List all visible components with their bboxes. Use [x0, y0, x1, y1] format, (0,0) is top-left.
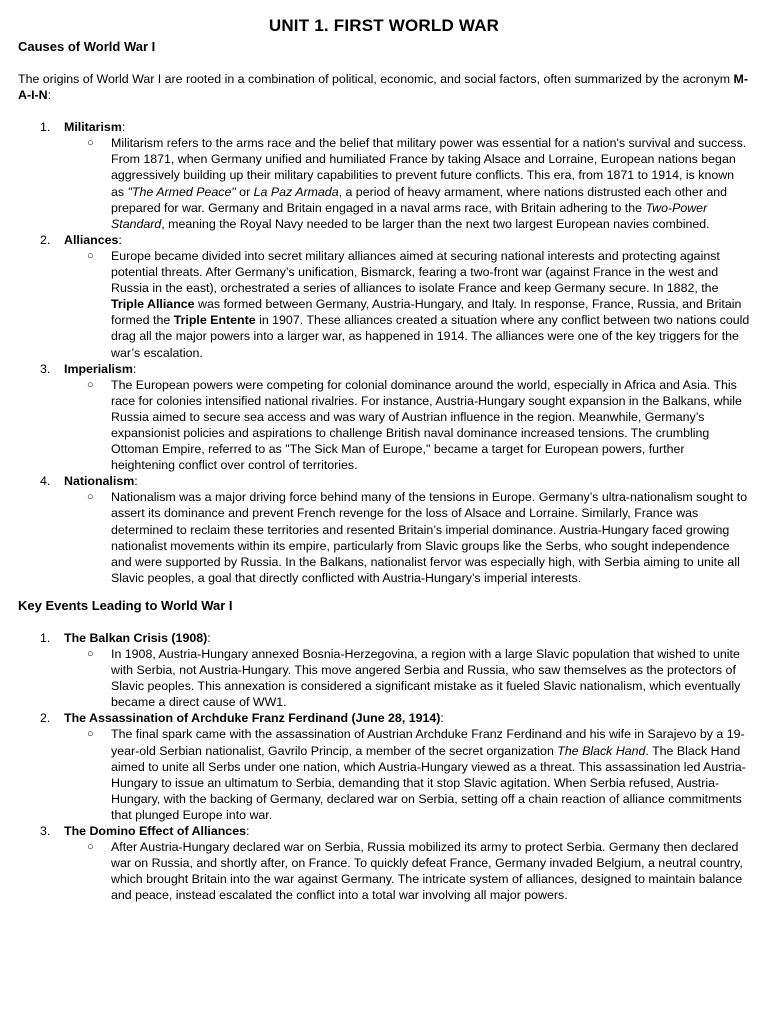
- causes-heading: Causes of World War I: [18, 39, 156, 54]
- sub-point-list: [64, 377, 750, 474]
- item-label: Militarism: [64, 120, 122, 135]
- sub-point-list: [64, 489, 750, 586]
- events-heading: Key Events Leading to World War I: [18, 597, 233, 613]
- item-number: 3.: [40, 361, 51, 376]
- italic-term: La Paz Armada: [253, 184, 339, 199]
- intro-colon: :: [47, 88, 52, 103]
- item-number: 4.: [40, 474, 51, 489]
- italic-term: Two-Power Standard: [111, 200, 708, 231]
- sub-point-list: [64, 646, 750, 710]
- item-label-colon: :: [134, 474, 138, 489]
- item-label-colon: :: [118, 232, 122, 247]
- item-label-colon: :: [207, 630, 211, 645]
- list-item: [18, 473, 750, 586]
- item-label: The Assassination of Archduke Franz Ferdinand (June 28, 1914): [64, 711, 441, 726]
- item-label-colon: :: [245, 824, 250, 839]
- events-list: [18, 630, 750, 904]
- list-item: [18, 361, 750, 474]
- hollow-bullet-icon: ○: [87, 648, 94, 660]
- causes-list: [18, 119, 750, 586]
- body-text: , a period of heavy armament, where nations distrusted each other and prepared for war. Germany and Britain engaged in a naval arms race, with Britain adhering to the: [111, 184, 728, 215]
- sub-point: [64, 489, 750, 586]
- bold-term: Triple Alliance: [111, 297, 195, 312]
- document-page: [18, 16, 750, 904]
- sub-point: [64, 248, 750, 361]
- body-text: Europe became divided into secret military alliances aimed at securing national interests and protecting against potential threats. After Germany’s unification, Bismarck, fearing a two-front war (against France in the west and Russia in the east), orchestrated a series of alliances to isolate France and keep Germany secure. In 1882, the: [111, 248, 720, 296]
- body-text: , meaning the Royal Navy needed to be larger than the next two largest European navies combined.: [161, 216, 710, 231]
- italic-term: The Black Hand: [557, 743, 646, 758]
- item-label: Alliances: [64, 232, 119, 247]
- hollow-bullet-icon: ○: [87, 491, 94, 504]
- intro-paragraph: [18, 71, 750, 103]
- intro-text: The origins of World War I are rooted in a combination of political, economic, and social factors, often summarized by the acronym: [18, 72, 734, 86]
- list-item: [18, 630, 750, 710]
- hollow-bullet-icon: ○: [87, 378, 94, 391]
- sub-point-list: [64, 726, 750, 823]
- hollow-bullet-icon: ○: [87, 728, 94, 741]
- item-number: 1.: [40, 120, 51, 135]
- sub-point: [64, 377, 750, 474]
- sub-point: [64, 726, 750, 823]
- item-number: 3.: [40, 824, 51, 839]
- sub-point-list: [64, 135, 750, 232]
- item-number: 1.: [40, 630, 51, 645]
- document-title: UNIT 1. FIRST WORLD WAR: [268, 16, 500, 35]
- sub-point: [64, 646, 750, 710]
- item-label: Imperialism: [64, 361, 133, 376]
- body-text: In 1908, Austria-Hungary annexed Bosnia-Herzegovina, a region with a large Slavic population that wished to unite with Serbia, not Austria-Hungary. This move angered Serbia and Russia, who saw themselves as the protectors of Slavic peoples. This annexation is considered a significant mistake as it fueled Slavic nationalism, which eventually became a direct cause of WW1.: [111, 647, 741, 710]
- sub-point-list: [64, 248, 750, 361]
- hollow-bullet-icon: ○: [87, 841, 94, 854]
- hollow-bullet-icon: ○: [87, 249, 94, 262]
- item-number: 2.: [40, 711, 51, 726]
- acronym: M-A-I-N: [18, 72, 748, 103]
- hollow-bullet-icon: ○: [87, 137, 94, 150]
- sub-point: [64, 839, 750, 903]
- list-item: [18, 119, 750, 232]
- body-text: Militarism refers to the arms race and the belief that military power was essential for a nation's survival and success. From 1871, when Germany unified and humiliated France by taking Alsace and Lorraine, European nations began aggressively building up their military capabilities to prevent future conflicts. This era, from 1871 to 1914, is known as: [111, 136, 747, 199]
- italic-term: "The Armed Peace": [127, 184, 236, 199]
- body-text: The European powers were competing for colonial dominance around the world, especially in Africa and Asia. This race for colonies intensified national rivalries. For instance, Austria-Hungary sought expansion in the Balkans, while Russia aimed to secure sea access and was wary of Austrian influence in the region. Meanwhile, Germany’s expansionist policies and aspirations to challenge British naval dominance increased tensions. The crumbling Ottoman Empire, referred to as "The Sick Man of Europe," became a target for European powers, further heightening conflict over control of territories.: [111, 377, 742, 473]
- body-text: was formed between Germany, Austria-Hungary, and Italy. In response, France, Russia, and Britain formed the: [111, 297, 742, 328]
- item-label: The Domino Effect of Alliances: [64, 824, 246, 839]
- sub-point-list: [64, 839, 750, 903]
- item-label-colon: :: [440, 711, 444, 726]
- item-label-colon: :: [132, 361, 137, 376]
- body-text: in 1907. These alliances created a situation where any conflict between two nations could drag all the major powers into a larger war, as happened in 1914. The alliances were one of the key triggers for the war’s escalation.: [111, 313, 750, 360]
- body-text: Nationalism was a major driving force behind many of the tensions in Europe. Germany’s ultra-nationalism sought to assert its dominance and prevent French revenge for the loss of Alsace and Lorraine. Similarly, France was determined to reclaim these territories and resented Britain’s imperial dominance. Austria-Hungary faced growing nationalist movements within its empire, particularly from Slavic groups like the Serbs, who sought independence and were supported by Russia. In the Balkans, nationalist fervor was especially high, with Serbia aiming to unite all Slavic peoples, a goal that directly conflicted with Austria-Hungary’s imperial interests.: [111, 490, 748, 585]
- list-item: [18, 232, 750, 361]
- bold-term: Triple Entente: [173, 313, 256, 328]
- body-text: or: [235, 184, 254, 199]
- item-label-colon: :: [121, 120, 126, 135]
- list-item: [18, 710, 750, 823]
- item-label: The Balkan Crisis (1908): [64, 630, 208, 645]
- sub-point: [64, 135, 750, 232]
- list-item: [18, 823, 750, 903]
- item-label: Nationalism: [64, 474, 135, 489]
- body-text: . The Black Hand aimed to unite all Serbs under one nation, which Austria-Hungary viewed as a threat. This assassination led Austria-Hungary to issue an ultimatum to Serbia, demanding that it stop Slavic agitation. When Serbia refused, Austria-Hungary, with the backing of Germany, declared war on Serbia, setting off a chain reaction of alliance commitments that plunged Europe into war.: [111, 743, 746, 822]
- item-number: 2.: [40, 232, 51, 247]
- body-text: The final spark came with the assassination of Austrian Archduke Franz Ferdinand and his wife in Sarajevo by a 19-year-old Serbian nationalist, Gavrilo Princip, a member of the secret organization: [111, 727, 745, 758]
- body-text: After Austria-Hungary declared war on Serbia, Russia mobilized its army to protect Serbia. Germany then declared war on Russia, and shortly after, on France. To quickly defeat France, Germany invaded Belgium, a neutral country, which brought Britain into the war against Germany. The intricate system of alliances, designed to maintain balance and peace, instead escalated the conflict into a total war involving all major powers.: [111, 840, 743, 903]
